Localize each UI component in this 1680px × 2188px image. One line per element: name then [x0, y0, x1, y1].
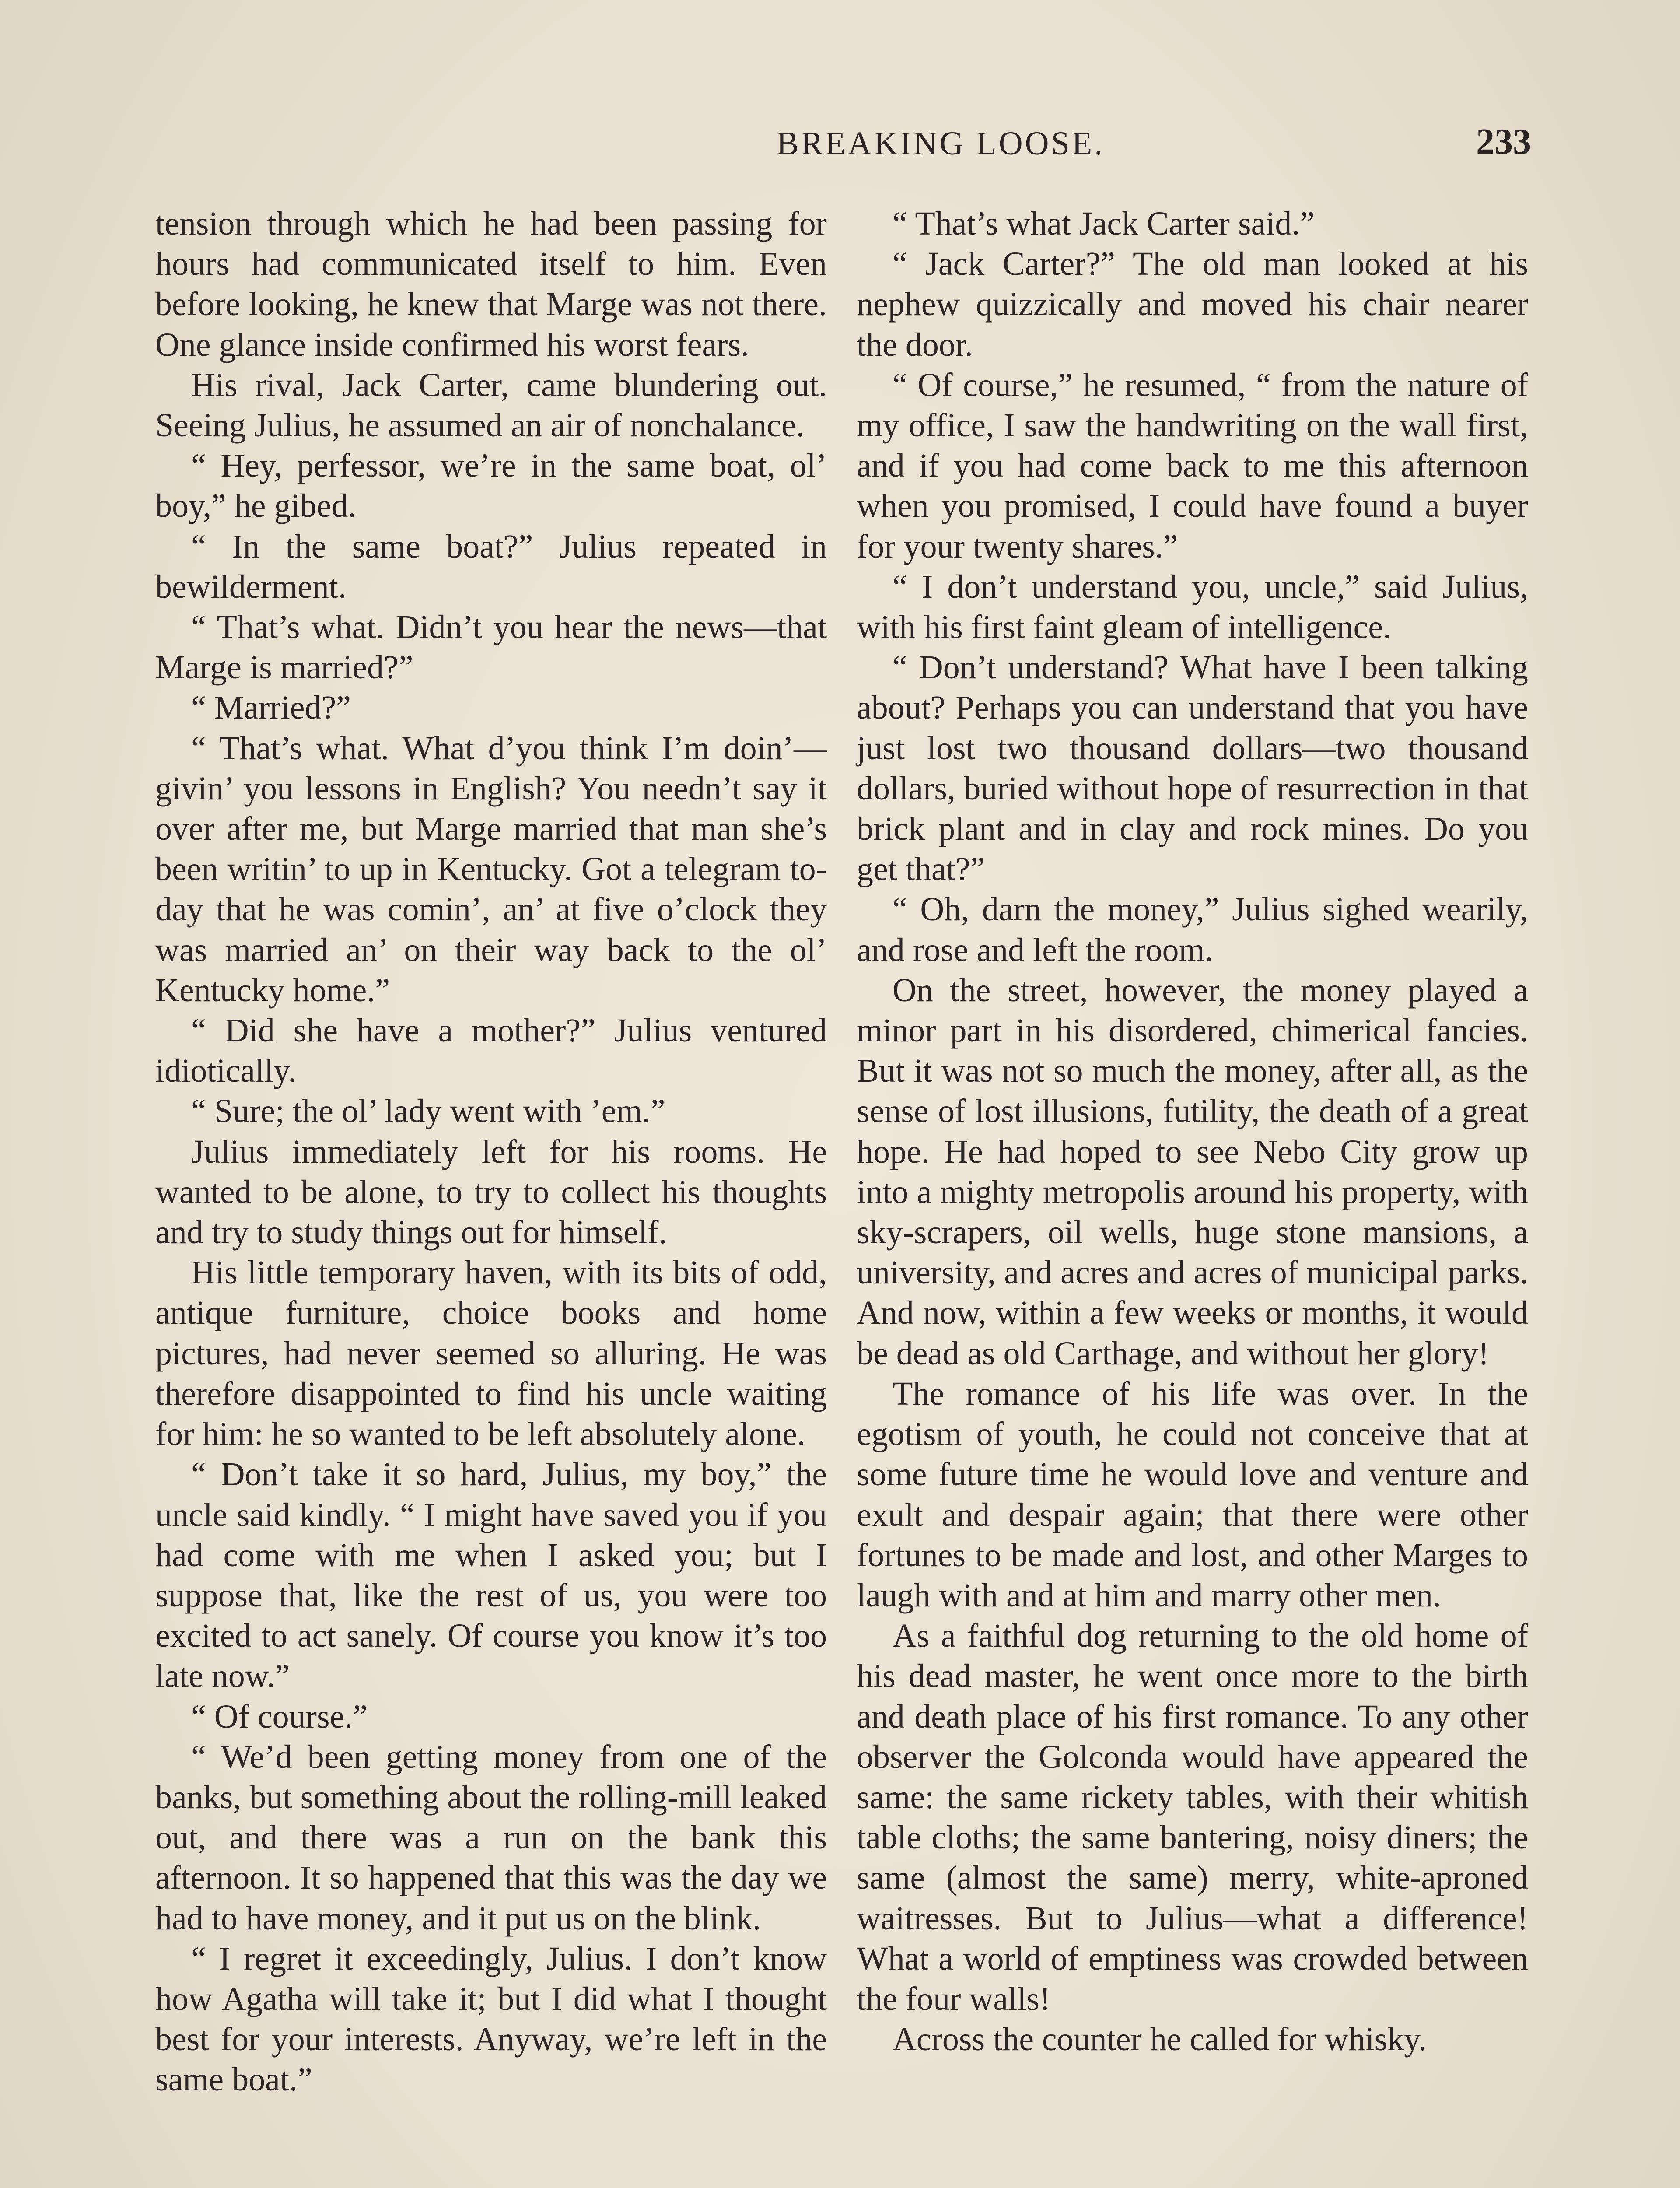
paragraph: “ Oh, darn the money,” Julius sighed wearily, and rose and left the room.: [857, 891, 1528, 968]
right-text-column: [857, 203, 1528, 2059]
paragraph: “ We’d been getting money from one of the banks, but something about the rolling-mill leaked out, and there was a run on the bank this afternoon. It so happened that this was the day we had to have money, and it put us on the blink.: [155, 1738, 827, 1937]
paragraph: His little temporary haven, with its bits of odd, antique furniture, choice books and home pictures, had never seemed so alluring. He was therefore disappointed to find his uncle waiting for him: he so wanted to be left absolutely alone.: [155, 1254, 827, 1453]
paragraph: “ Don’t take it so hard, Julius, my boy,” the uncle said kindly. “ I might have saved you if you had come with me when I asked you; but I suppose that, like the rest of us, you were too excited to act sanely. Of course you know it’s too late now.”: [155, 1456, 827, 1695]
paragraph: “ I regret it exceedingly, Julius. I don’t know how Agatha will take it; but I did what I thought best for your interests. Anyway, we’re left in the same boat.”: [155, 1940, 827, 2098]
paragraph: Julius immediately left for his rooms. He wanted to be alone, to try to collect his thoughts and try to study things out for himself.: [155, 1133, 827, 1251]
paragraph: “ Hey, perfessor, we’re in the same boat, ol’ boy,” he gibed.: [155, 447, 827, 525]
paragraph: On the street, however, the money played a minor part in his disordered, chimerical fancies. But it was not so much the money, after all, as the sense of lost illusions, futility, the death of a great hope. He had hoped to see Nebo City grow up into a mighty metropolis around his property, with sky-scrapers, oil wells, huge stone mansions, a university, and acres and acres of municipal parks. And now, within a few weeks or months, it would be dead as old Carthage, and without her glory!: [857, 971, 1528, 1372]
paragraph: “ That’s what. Didn’t you hear the news—that Marge is married?”: [155, 609, 827, 686]
paragraph: Across the counter he called for whisky.: [892, 2021, 1427, 2058]
paragraph: “ Jack Carter?” The old man looked at his nephew quizzically and moved his chair nearer the door.: [857, 245, 1528, 363]
paragraph: The romance of his life was over. In the egotism of youth, he could not conceive that at some future time he would love and venture and exult and despair again; that there were other fortunes to be made and lost, and other Marges to laugh with and at him and marry other men.: [857, 1375, 1528, 1614]
running-title: BREAKING LOOSE.: [776, 125, 1105, 162]
paragraph: “ In the same boat?” Julius repeated in bewilderment.: [155, 528, 827, 605]
paragraph: “ That’s what. What d’you think I’m doin’—givin’ you lessons in English? You needn’t say it over after me, but Marge married that man she’s been writin’ to up in Kentucky. Got a telegram to-day that he was comin’, an’ at five o’clock they was married an’ on their way back to the ol’ Kentucky home.”: [155, 729, 827, 1009]
paragraph: His rival, Jack Carter, came blundering out. Seeing Julius, he assumed an air of nonchalance.: [155, 366, 827, 444]
paragraph: “ Married?”: [191, 689, 351, 726]
paragraph: “ Sure; the ol’ lady went with ’em.”: [191, 1093, 665, 1130]
paragraph: tension through which he had been passing for hours had communicated itself to him. Even before looking, he knew that Marge was not there. One glance inside confirmed his worst fears.: [155, 205, 827, 363]
left-text-column: [155, 203, 827, 2100]
paragraph: “ Don’t understand? What have I been talking about? Perhaps you can understand that you have just lost two thousand dollars—two thousand dollars, buried without hope of resurrection in that brick plant and in clay and rock mines. Do you get that?”: [857, 649, 1528, 888]
paragraph: “ I don’t understand you, uncle,” said Julius, with his first faint gleam of intelligence.: [857, 568, 1528, 646]
page-number: 233: [1476, 121, 1531, 162]
paragraph: “ Of course,” he resumed, “ from the nature of my office, I saw the handwriting on the wall first, and if you had come back to me this afternoon when you promised, I could have found a buyer for your twenty shares.”: [857, 366, 1528, 565]
paragraph: “ Of course.”: [191, 1698, 368, 1735]
paragraph: As a faithful dog returning to the old home of his dead master, he went once more to the birth and death place of his first romance. To any other observer the Golconda would have appeared the same: the same rickety tables, with their whitish table cloths; the same bantering, noisy diners; the same (almost the same) merry, white-aproned waitresses. But to Julius—what a difference! What a world of emptiness was crowded between the four walls!: [857, 1617, 1528, 2017]
paragraph: “ Did she have a mother?” Julius ventured idiotically.: [155, 1012, 827, 1090]
paragraph: “ That’s what Jack Carter said.”: [892, 205, 1315, 242]
